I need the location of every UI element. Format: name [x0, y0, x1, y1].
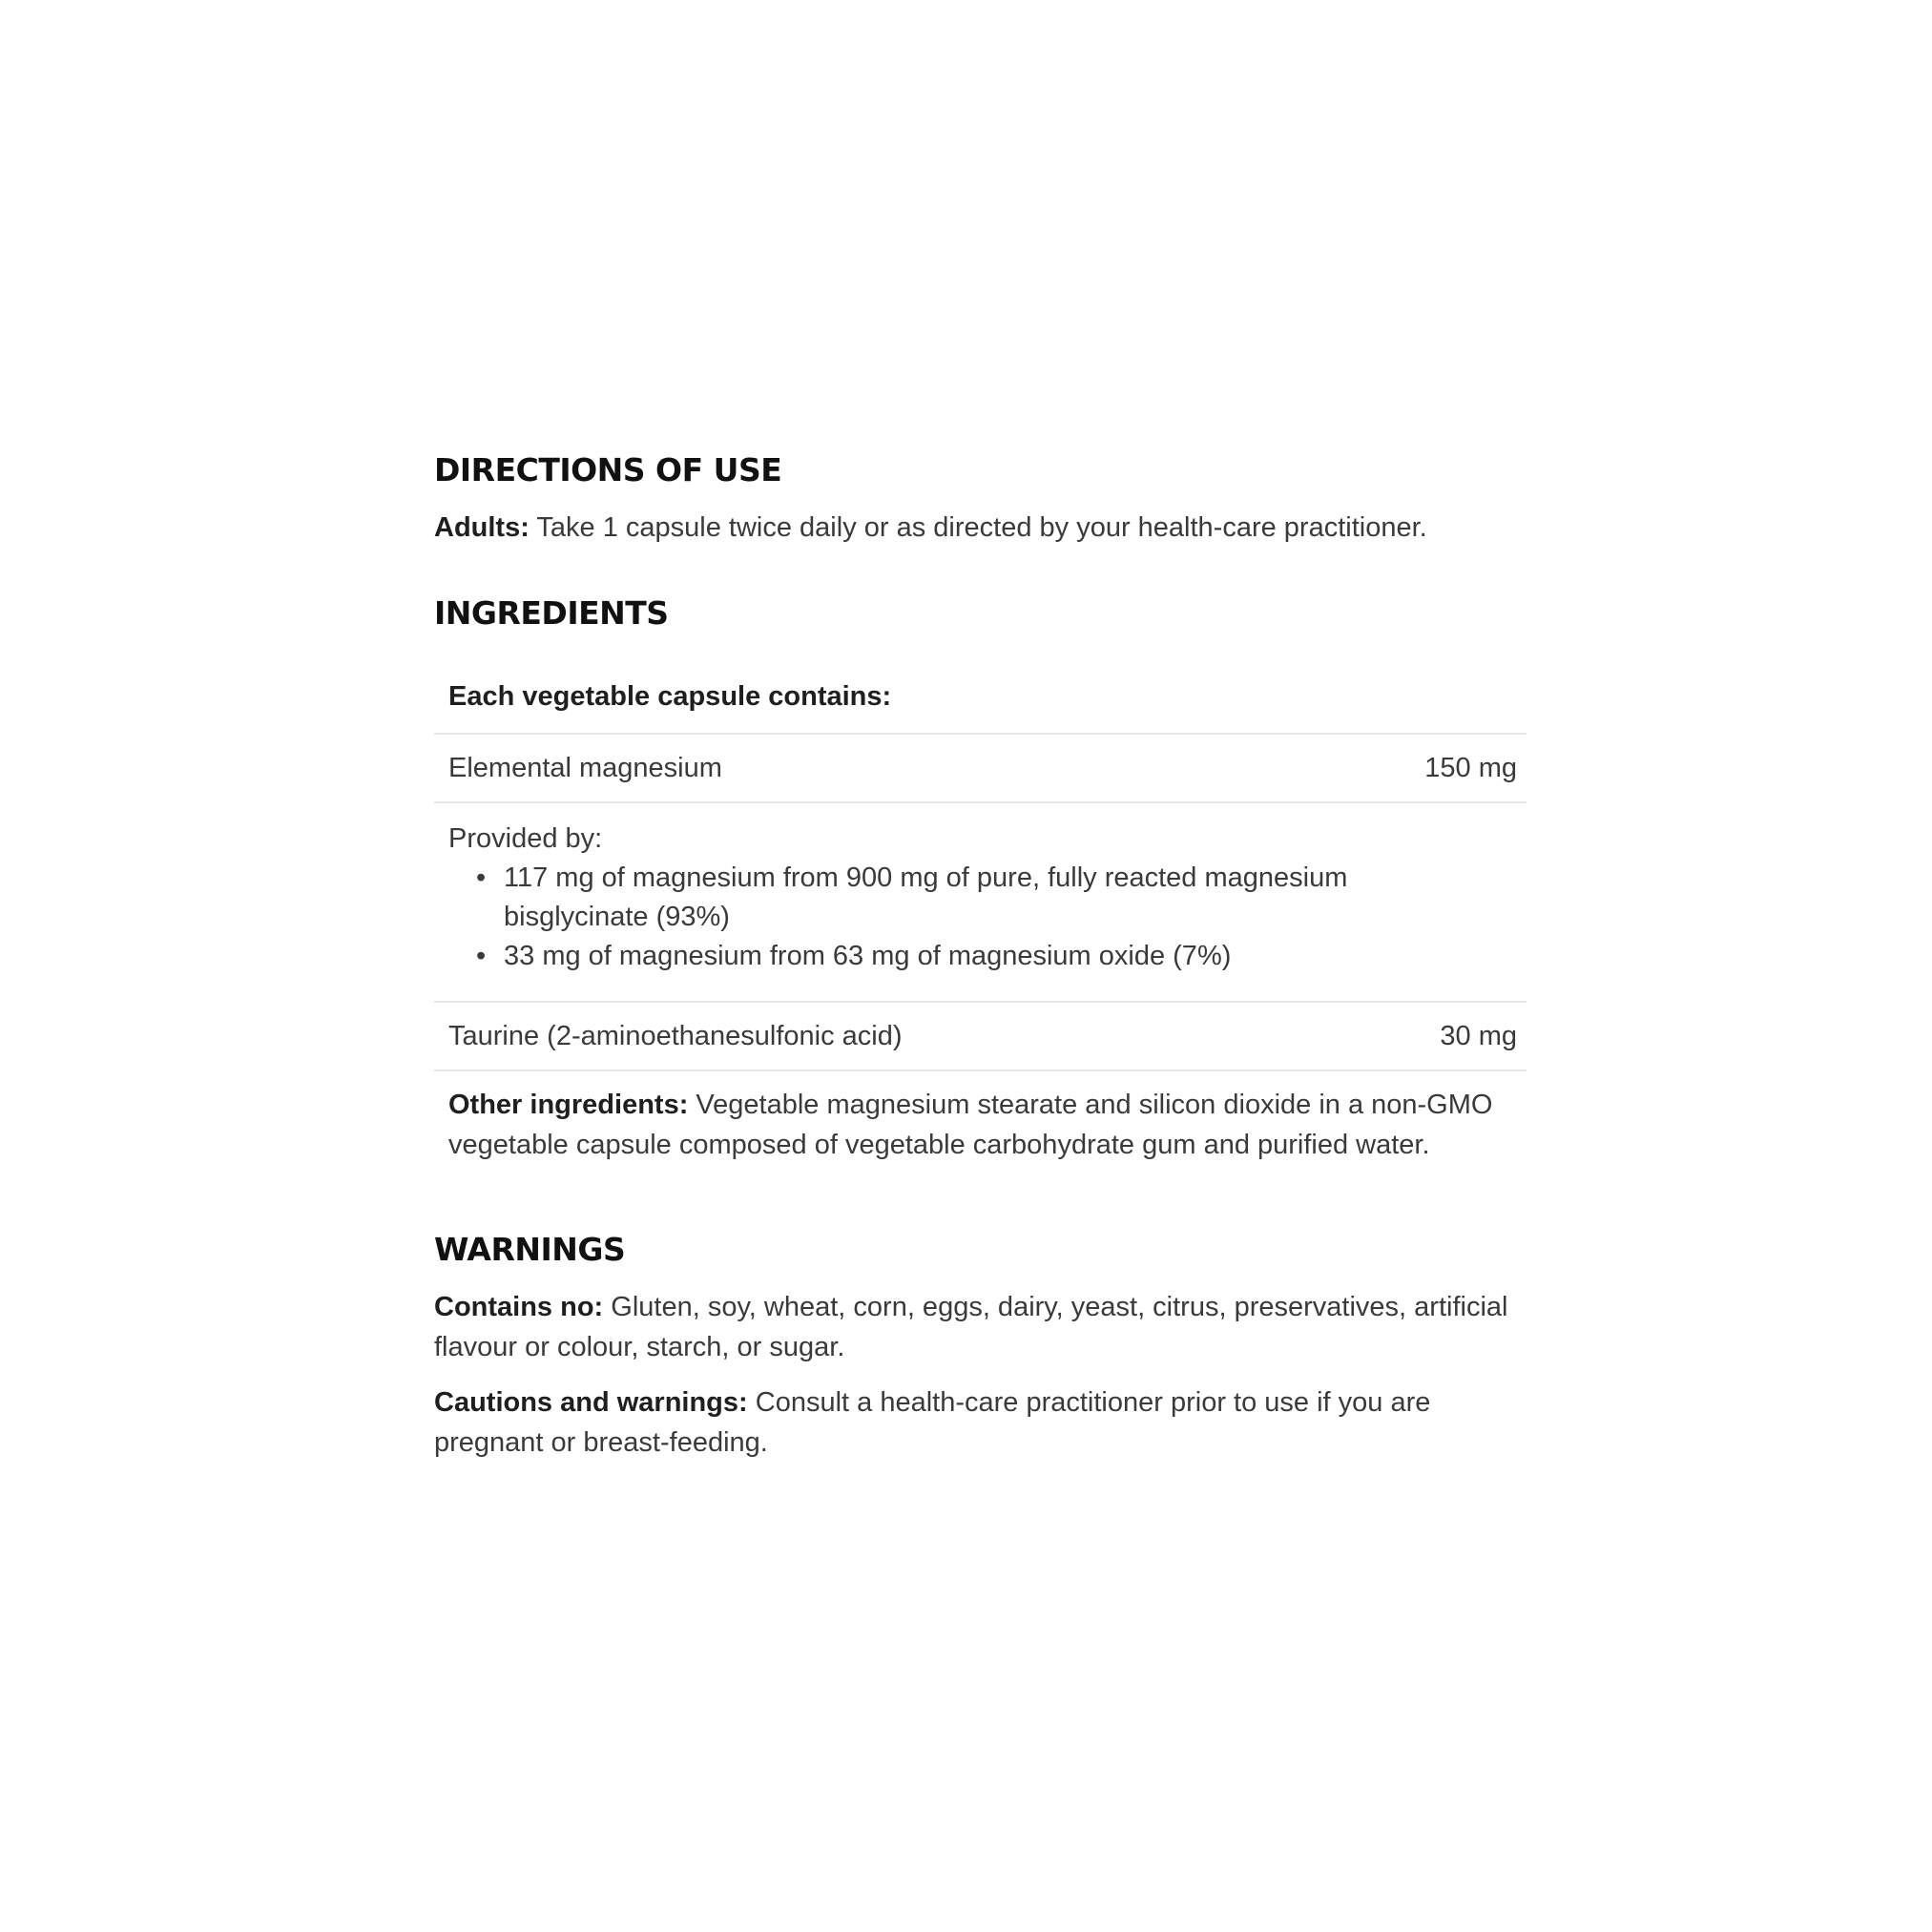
cautions-body: Consult a health-care practitioner prior to use if you are pregnant or breast-feeding. — [434, 1387, 1431, 1458]
ingredient-amount: 150 mg — [1424, 752, 1517, 783]
list-item: • 117 mg of magnesium from 900 mg of pure, fully reacted magnesium bisglycinate (93%) — [504, 859, 1517, 937]
ingredient-name: Taurine (2-aminoethanesulfonic acid) — [448, 1020, 903, 1051]
ingredient-name: Elemental magnesium — [448, 752, 722, 783]
provided-by-label: Provided by: — [448, 823, 603, 854]
adults-label: Adults: — [434, 512, 530, 543]
cautions-text — [434, 1382, 1527, 1463]
ingredients-table — [434, 660, 1527, 1165]
contains-no-label: Contains no: — [434, 1292, 604, 1322]
directions-section — [434, 448, 1527, 548]
table-row — [434, 1003, 1527, 1071]
warnings-heading: WARNINGS — [434, 1231, 626, 1268]
product-info-content — [434, 448, 1527, 1463]
directions-heading: DIRECTIONS OF USE — [434, 451, 782, 488]
ingredients-section — [434, 592, 1527, 1165]
ingredients-table-header: Each vegetable capsule contains: — [434, 660, 1527, 735]
provided-by-list — [448, 859, 1517, 976]
cautions-label: Cautions and warnings: — [434, 1387, 748, 1418]
other-ingredients-row — [434, 1071, 1527, 1165]
table-row — [434, 735, 1527, 803]
contains-no-text — [434, 1287, 1527, 1367]
adults-instructions: Take 1 capsule twice daily or as directed by your health-care practitioner. — [529, 512, 1427, 543]
directions-adults-text — [434, 508, 1527, 548]
other-ingredients-text: Vegetable magnesium stearate and silicon dioxide in a non-GMO vegetable capsule composed of vegetable carbohydrate gum and purified water. — [448, 1090, 1493, 1160]
contains-no-list: Gluten, soy, wheat, corn, eggs, dairy, yeast, citrus, preservatives, artificial flavour or colour, starch, or sugar. — [434, 1292, 1508, 1362]
warnings-section — [434, 1228, 1527, 1463]
provided-by-row — [434, 803, 1527, 1003]
ingredient-amount: 30 mg — [1440, 1020, 1517, 1051]
ingredients-heading: INGREDIENTS — [434, 594, 669, 632]
list-item: • 33 mg of magnesium from 63 mg of magnesium oxide (7%) — [504, 937, 1517, 976]
other-ingredients-label: Other ingredients: — [448, 1090, 689, 1120]
